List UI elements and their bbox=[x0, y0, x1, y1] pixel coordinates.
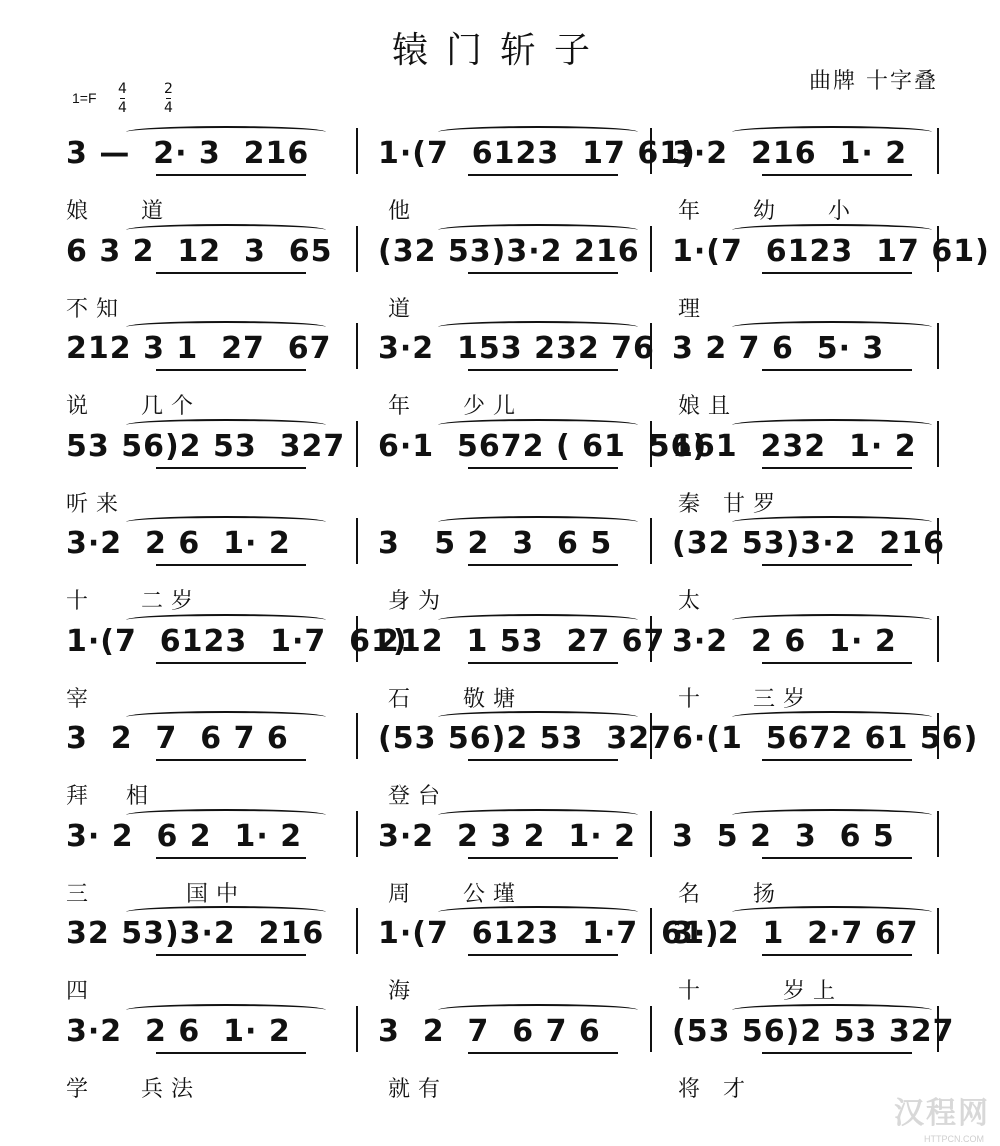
measure-notation: 3· 2 1 2·7 67 bbox=[672, 916, 919, 951]
slur-mark bbox=[438, 1004, 638, 1016]
lyrics-line bbox=[66, 584, 946, 614]
beam-underline bbox=[156, 662, 306, 664]
beam-underline bbox=[762, 174, 912, 176]
measure-notation: 1·(7 6123 1·7 61) bbox=[66, 624, 408, 659]
beam-underline bbox=[468, 857, 618, 859]
lyric-text: 理 bbox=[678, 297, 709, 322]
beam-underline bbox=[468, 954, 618, 956]
measure-notation: 1·(7 6123 17 61) bbox=[378, 136, 696, 171]
beam-underline bbox=[762, 369, 912, 371]
measure-notation: 6·1 5672 ( 61 56) bbox=[378, 429, 708, 464]
lyrics-line bbox=[66, 389, 946, 419]
bar-line bbox=[937, 323, 939, 369]
slur-mark bbox=[732, 711, 932, 723]
beam-underline bbox=[156, 272, 306, 274]
beam-underline bbox=[468, 174, 618, 176]
measure-notation: 3 2 7 6 5· 3 bbox=[672, 331, 885, 366]
measure-notation: 6 3 2 12 3 65 bbox=[66, 234, 333, 269]
measure-notation: (53 56)2 53 327 bbox=[672, 1014, 955, 1049]
time-signature-2-4: 2 4 bbox=[164, 81, 173, 116]
bar-line bbox=[356, 908, 358, 954]
lyrics-line bbox=[66, 682, 946, 712]
beam-underline bbox=[468, 1052, 618, 1054]
beam-underline bbox=[762, 662, 912, 664]
lyric-text: 娘且 bbox=[678, 394, 739, 419]
lyric-text: 登台 bbox=[388, 784, 449, 809]
bar-line bbox=[937, 811, 939, 857]
lyrics-line bbox=[66, 1072, 946, 1102]
slur-mark bbox=[126, 224, 326, 236]
slur-mark bbox=[438, 711, 638, 723]
slur-mark bbox=[732, 126, 932, 138]
measure-notation: 3 — 2· 3 216 bbox=[66, 136, 310, 171]
time-signature-4-4: 4 4 bbox=[118, 81, 127, 116]
measure-notation: 212 1 53 27 67 bbox=[378, 624, 666, 659]
score-system bbox=[0, 721, 1000, 781]
measure-notation: 3 5 2 3 6 5 bbox=[378, 526, 613, 561]
beam-underline bbox=[762, 467, 912, 469]
slur-mark bbox=[126, 906, 326, 918]
bar-line bbox=[937, 128, 939, 174]
lyric-text: 学 兵法 bbox=[66, 1077, 201, 1102]
measure-notation: 3· 2 6 2 1· 2 bbox=[66, 819, 303, 854]
measure-notation: 3·2 2 3 2 1· 2 bbox=[378, 819, 637, 854]
measure-notation: 3 2 7 6 7 6 bbox=[378, 1014, 601, 1049]
lyric-text: 道 bbox=[388, 297, 419, 322]
bar-line bbox=[356, 226, 358, 272]
bar-line bbox=[937, 421, 939, 467]
measure-notation: (53 56)2 53 327 bbox=[378, 721, 672, 756]
slur-mark bbox=[126, 419, 326, 431]
measure-notation: (32 53)3·2 216 bbox=[672, 526, 946, 561]
slur-mark bbox=[438, 614, 638, 626]
slur-mark bbox=[732, 321, 932, 333]
beam-underline bbox=[762, 857, 912, 859]
slur-mark bbox=[438, 906, 638, 918]
measure-notation: 3·2 153 232 76 bbox=[378, 331, 655, 366]
bar-line bbox=[356, 1006, 358, 1052]
lyric-text: 石 敬塘 bbox=[388, 687, 523, 712]
lyric-text: 说 几个 bbox=[66, 394, 201, 419]
bar-line bbox=[356, 713, 358, 759]
lyrics-line bbox=[66, 974, 946, 1004]
beam-underline bbox=[762, 759, 912, 761]
bar-line bbox=[356, 128, 358, 174]
bar-line bbox=[937, 616, 939, 662]
beam-underline bbox=[156, 954, 306, 956]
beam-underline bbox=[468, 662, 618, 664]
slur-mark bbox=[732, 224, 932, 236]
measure-notation: 3 5 2 3 6 5 bbox=[672, 819, 895, 854]
lyric-text: 周 公瑾 bbox=[388, 882, 523, 907]
beam-underline bbox=[762, 272, 912, 274]
score-system bbox=[0, 526, 1000, 586]
slur-mark bbox=[126, 614, 326, 626]
slur-mark bbox=[126, 516, 326, 528]
beam-underline bbox=[156, 369, 306, 371]
measure-notation: 3·2 2 6 1· 2 bbox=[672, 624, 897, 659]
lyric-text: 十 三岁 bbox=[678, 687, 813, 712]
slur-mark bbox=[732, 1004, 932, 1016]
measure-notation: 3·2 2 6 1· 2 bbox=[66, 1014, 291, 1049]
lyric-text: 三 国中 bbox=[66, 882, 246, 907]
measure-notation: 3·2 2 6 1· 2 bbox=[66, 526, 291, 561]
score-system bbox=[0, 916, 1000, 976]
beam-underline bbox=[156, 564, 306, 566]
beam-underline bbox=[156, 467, 306, 469]
measure-notation: 3·2 216 1· 2 bbox=[672, 136, 908, 171]
watermark-url: HTTPCN.COM bbox=[924, 1134, 984, 1144]
beam-underline bbox=[156, 759, 306, 761]
lyric-text: 秦 甘罗 bbox=[678, 492, 783, 517]
slur-mark bbox=[732, 419, 932, 431]
slur-mark bbox=[732, 516, 932, 528]
beam-underline bbox=[762, 1052, 912, 1054]
score-title: 辕门斩子 bbox=[391, 30, 608, 71]
slur-mark bbox=[438, 224, 638, 236]
slur-mark bbox=[732, 614, 932, 626]
measure-notation: 32 53)3·2 216 bbox=[66, 916, 325, 951]
measure-notation: (32 53)3·2 216 bbox=[378, 234, 640, 269]
lyric-text: 十 岁上 bbox=[678, 979, 843, 1004]
slur-mark bbox=[438, 419, 638, 431]
lyrics-line bbox=[66, 877, 946, 907]
bar-line bbox=[650, 811, 652, 857]
lyric-text: 海 bbox=[388, 979, 419, 1004]
slur-mark bbox=[126, 809, 326, 821]
lyric-text: 身为 bbox=[388, 589, 449, 614]
beam-underline bbox=[156, 174, 306, 176]
lyric-text: 就有 bbox=[388, 1077, 449, 1102]
score-system bbox=[0, 1014, 1000, 1074]
beam-underline bbox=[468, 759, 618, 761]
lyric-text: 听来 bbox=[66, 492, 127, 517]
qupai-label: 曲牌 十字叠 bbox=[809, 69, 938, 94]
lyric-text: 将 才 bbox=[678, 1077, 753, 1102]
lyrics-line bbox=[66, 779, 946, 809]
lyric-text: 不知 bbox=[66, 297, 127, 322]
measure-notation: 161 232 1· 2 bbox=[672, 429, 917, 464]
lyric-text: 名 扬 bbox=[678, 882, 783, 907]
bar-line bbox=[937, 908, 939, 954]
slur-mark bbox=[126, 321, 326, 333]
slur-mark bbox=[126, 711, 326, 723]
lyric-text: 十 二岁 bbox=[66, 589, 201, 614]
slur-mark bbox=[732, 809, 932, 821]
measure-notation: 6·(1 5672 61 56) bbox=[672, 721, 979, 756]
lyric-text: 年 幼 小 bbox=[678, 199, 858, 224]
lyrics-line bbox=[66, 487, 946, 517]
lyrics-line bbox=[66, 292, 946, 322]
measure-notation: 1·(7 6123 17 61) bbox=[672, 234, 990, 269]
measure-notation: 1·(7 6123 1·7 61) bbox=[378, 916, 720, 951]
beam-underline bbox=[156, 1052, 306, 1054]
beam-underline bbox=[156, 857, 306, 859]
score-system bbox=[0, 819, 1000, 879]
lyric-text: 他 bbox=[388, 199, 419, 224]
key-signature: 1=F bbox=[72, 90, 97, 106]
lyric-text: 太 bbox=[678, 589, 709, 614]
bar-line bbox=[650, 518, 652, 564]
beam-underline bbox=[468, 272, 618, 274]
score-system bbox=[0, 234, 1000, 294]
slur-mark bbox=[126, 126, 326, 138]
slur-mark bbox=[438, 321, 638, 333]
bar-line bbox=[650, 226, 652, 272]
bar-line bbox=[650, 1006, 652, 1052]
slur-mark bbox=[732, 906, 932, 918]
score-system bbox=[0, 624, 1000, 684]
score-system bbox=[0, 429, 1000, 489]
lyric-text: 宰 bbox=[66, 687, 97, 712]
score-system bbox=[0, 136, 1000, 196]
slur-mark bbox=[126, 1004, 326, 1016]
watermark-logo: 汉程网 bbox=[894, 1096, 990, 1131]
slur-mark bbox=[438, 809, 638, 821]
beam-underline bbox=[762, 564, 912, 566]
slur-mark bbox=[438, 516, 638, 528]
measure-notation: 212 3 1 27 67 bbox=[66, 331, 332, 366]
beam-underline bbox=[468, 467, 618, 469]
measure-notation: 3 2 7 6 7 6 bbox=[66, 721, 289, 756]
lyric-text: 娘 道 bbox=[66, 199, 171, 224]
beam-underline bbox=[468, 564, 618, 566]
measure-notation: 53 56)2 53 327 bbox=[66, 429, 346, 464]
beam-underline bbox=[762, 954, 912, 956]
lyric-text: 拜 相 bbox=[66, 784, 156, 809]
bar-line bbox=[356, 811, 358, 857]
bar-line bbox=[356, 518, 358, 564]
lyrics-line bbox=[66, 194, 946, 224]
score-system bbox=[0, 331, 1000, 391]
beam-underline bbox=[468, 369, 618, 371]
slur-mark bbox=[438, 126, 638, 138]
bar-line bbox=[356, 421, 358, 467]
lyric-text: 年 少儿 bbox=[388, 394, 523, 419]
bar-line bbox=[356, 323, 358, 369]
lyric-text: 四 bbox=[66, 979, 97, 1004]
